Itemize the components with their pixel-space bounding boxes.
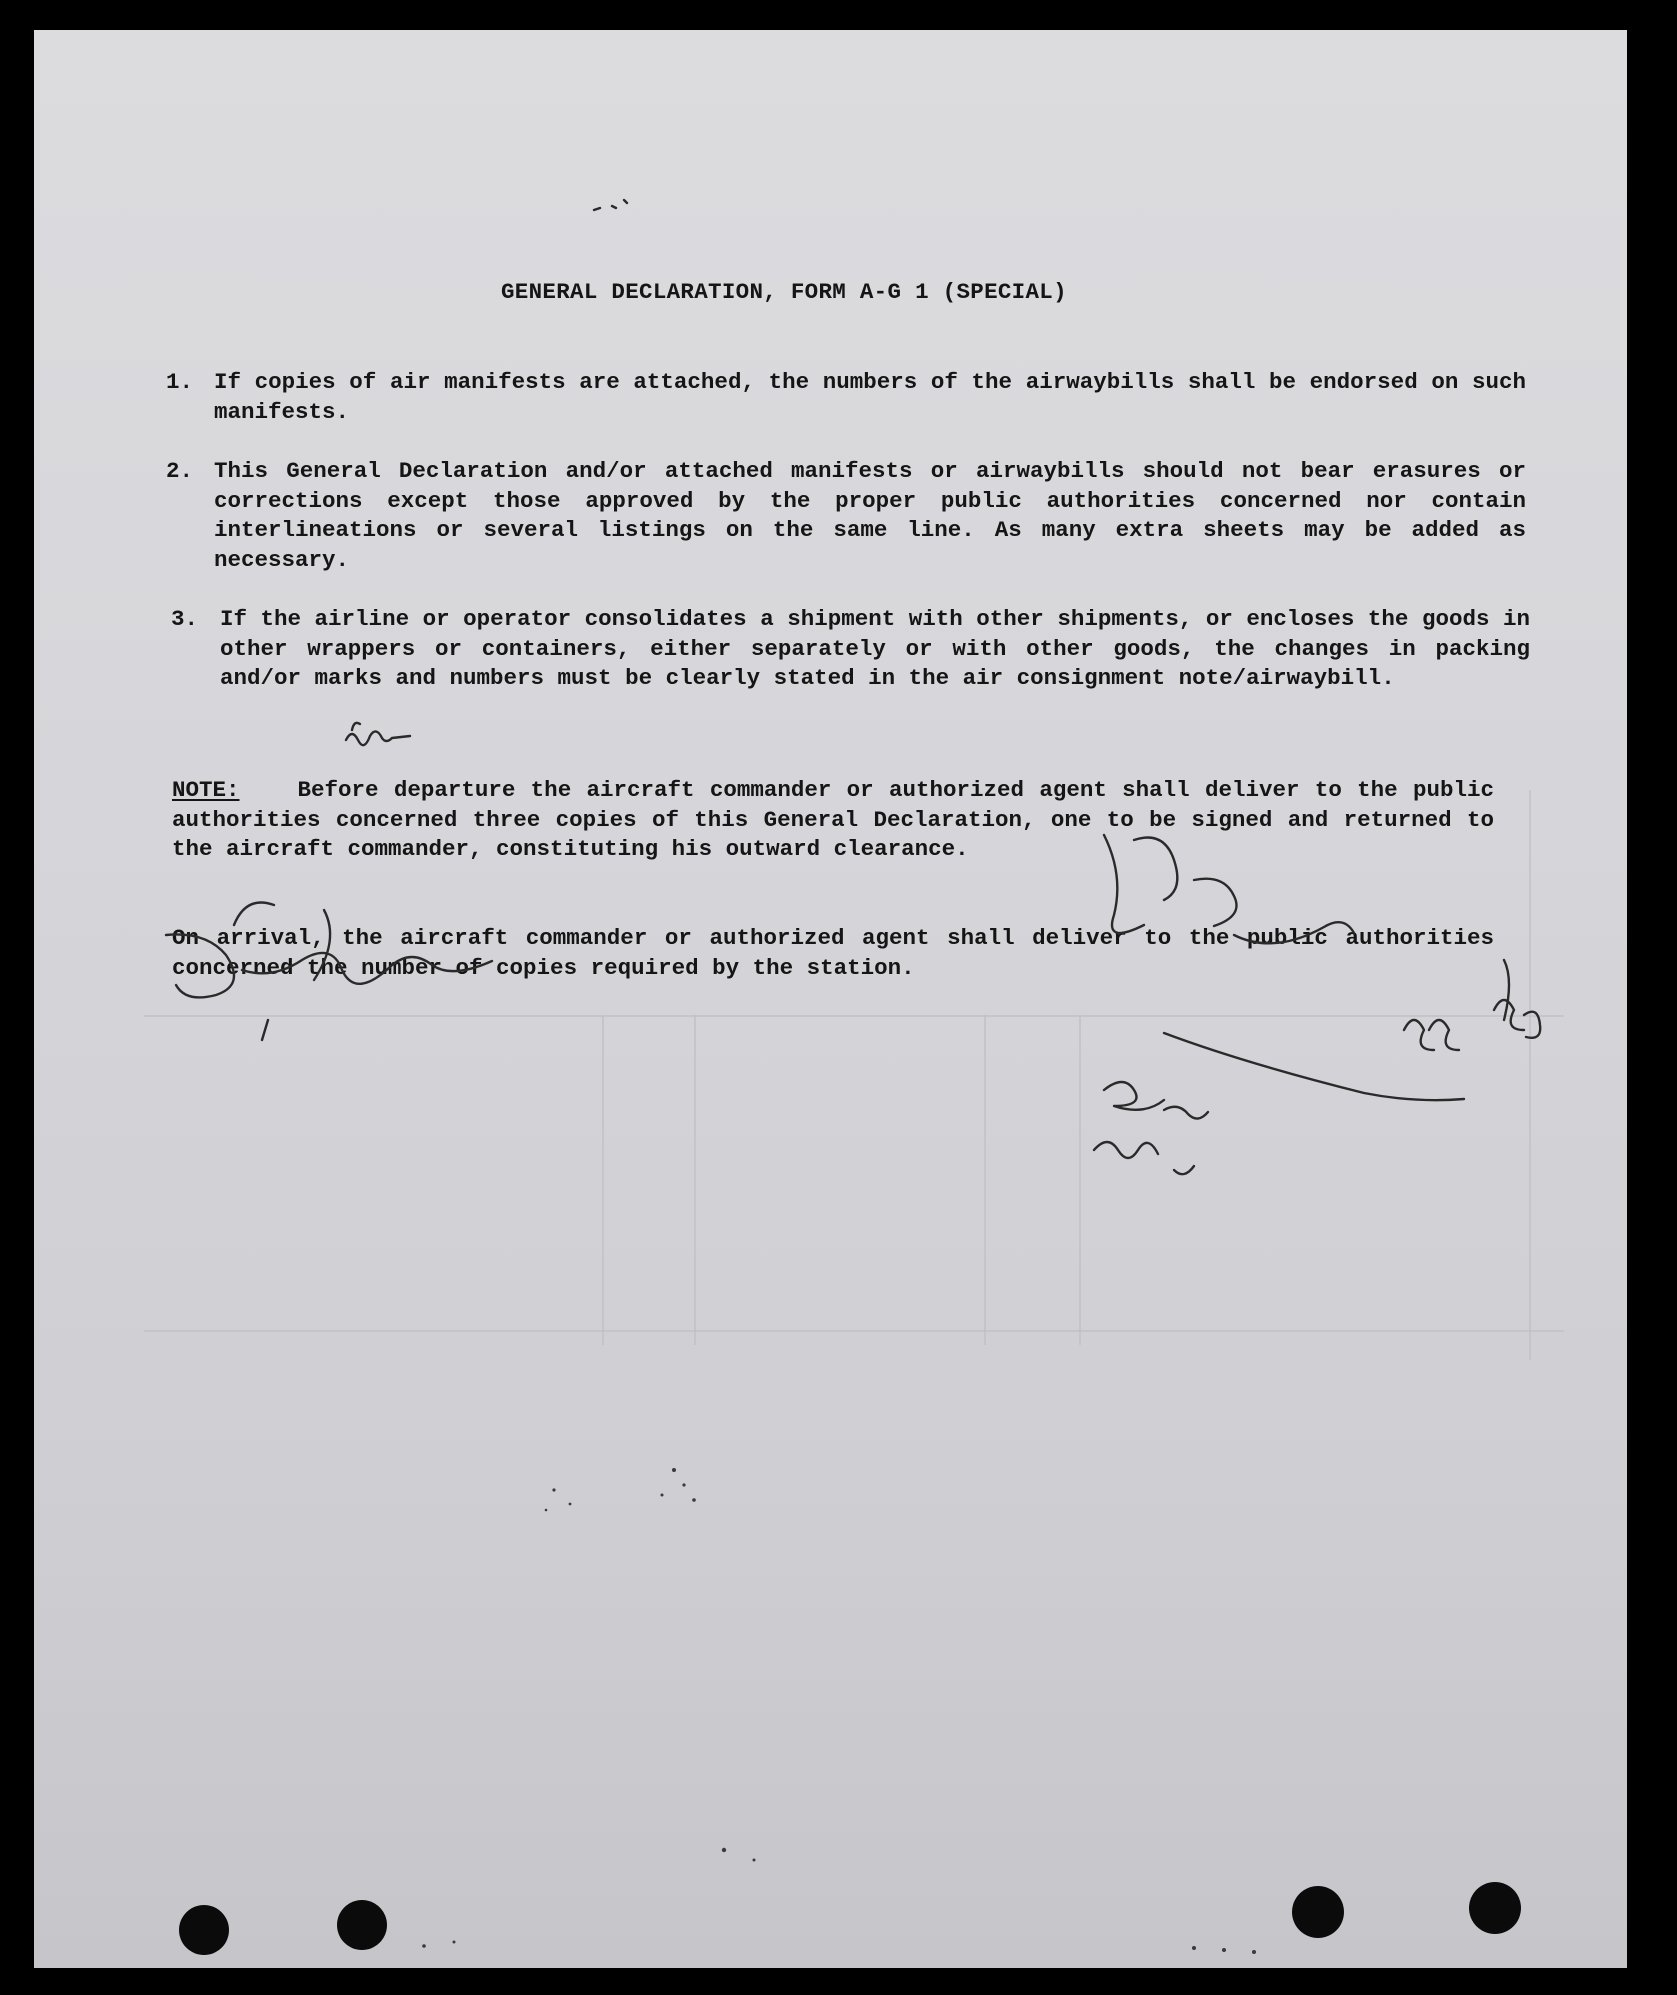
arrival-paragraph: On arrival, the aircraft commander or authorized agent shall deliver to the public authorities concerned the number of copies required by the station.	[172, 925, 1494, 981]
item-text: If copies of air manifests are attached, the numbers of the airwaybills shall be endorsed on such manifests.	[214, 369, 1526, 425]
item-number: 1.	[166, 369, 194, 395]
note-label: NOTE:	[172, 777, 240, 803]
document-page	[34, 30, 1627, 1968]
punch-hole	[337, 1900, 387, 1950]
item-text: If the airline or operator consolidates a shipment with other shipments, or encloses the goods in other wrappers or containers, either separately or with other goods, the changes in packing and/or marks and numbers must be clearly stated in the air consignment note/airwaybill.	[220, 606, 1530, 691]
item-number: 3.	[171, 606, 199, 632]
item-text: This General Declaration and/or attached manifests or airwaybills should not bear erasures or corrections except those approved by the proper public authorities concerned nor contain interlineations or several listings on the same line. As many extra sheets may be added as necessary.	[214, 458, 1526, 573]
note-text: Before departure the aircraft commander or authorized agent shall deliver to the public authorities concerned three copies of this General Declaration, one to be signed and returned to the aircraft commander, constituting his outward clearance.	[172, 777, 1494, 862]
punch-hole	[179, 1905, 229, 1955]
punch-hole	[1469, 1882, 1521, 1934]
item-number: 2.	[166, 458, 194, 484]
document-title: GENERAL DECLARATION, FORM A-G 1 (SPECIAL)	[501, 279, 1067, 305]
punch-hole	[1292, 1886, 1344, 1938]
handwritten-signatures	[34, 30, 1627, 1968]
